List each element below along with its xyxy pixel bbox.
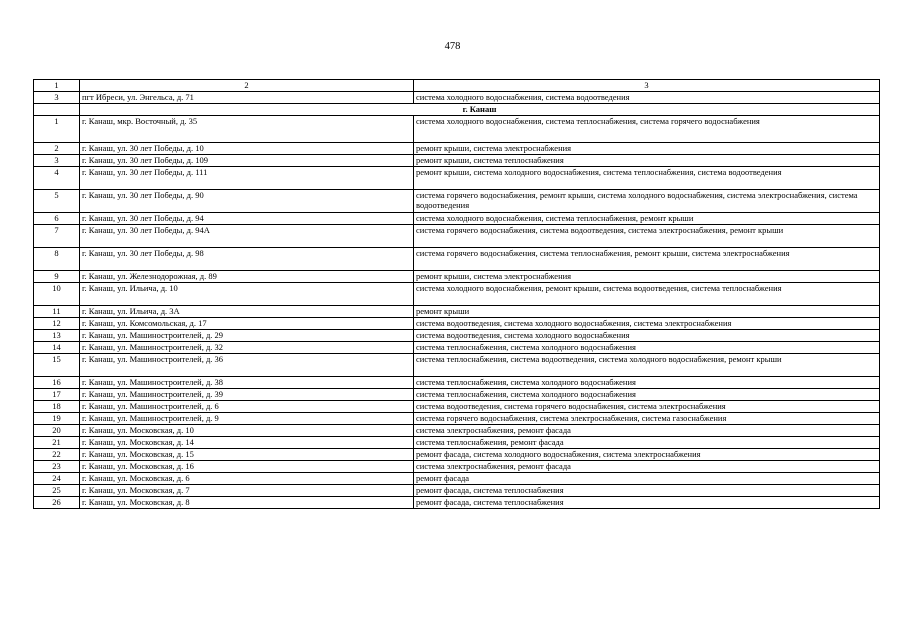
table-row: [34, 473, 880, 485]
table-row: [34, 354, 880, 377]
row-number-cell: 14: [34, 342, 80, 354]
address-cell: г. Канаш, ул. Ильича, д. 3А: [80, 306, 414, 318]
address-cell: г. Канаш, ул. Машиностроителей, д. 36: [80, 354, 414, 377]
works-cell: система холодного водоснабжения, система водоотведения: [414, 92, 880, 104]
works-cell: система водоотведения, система холодного водоснабжения: [414, 330, 880, 342]
table-row: [34, 437, 880, 449]
address-cell: г. Канаш, ул. 30 лет Победы, д. 10: [80, 143, 414, 155]
table-row: [34, 306, 880, 318]
works-cell: ремонт фасада, система теплоснабжения: [414, 497, 880, 509]
address-cell: г. Канаш, ул. Московская, д. 8: [80, 497, 414, 509]
row-number-cell: 3: [34, 92, 80, 104]
table-row: [34, 116, 880, 143]
address-cell: г. Канаш, ул. Московская, д. 7: [80, 485, 414, 497]
address-cell: г. Канаш, ул. Московская, д. 6: [80, 473, 414, 485]
table-row: [34, 92, 880, 104]
works-cell: ремонт крыши, система холодного водоснабжения, система теплоснабжения, система водоотведения: [414, 167, 880, 190]
row-number-cell: 2: [34, 143, 80, 155]
table-row: [34, 497, 880, 509]
address-cell: г. Канаш, ул. Железнодорожная, д. 89: [80, 271, 414, 283]
row-number-cell: 10: [34, 283, 80, 306]
works-cell: ремонт фасада: [414, 473, 880, 485]
row-number-cell: 9: [34, 271, 80, 283]
works-cell: система теплоснабжения, система водоотведения, система холодного водоснабжения, ремонт крыши: [414, 354, 880, 377]
works-cell: система электроснабжения, ремонт фасада: [414, 461, 880, 473]
works-cell: ремонт крыши, система электроснабжения: [414, 143, 880, 155]
address-cell: г. Канаш, ул. Машиностроителей, д. 6: [80, 401, 414, 413]
works-cell: система горячего водоснабжения, ремонт крыши, система холодного водоснабжения, система электроснабжения, система водоотведения: [414, 190, 880, 213]
address-cell: г. Канаш, ул. Комсомольская, д. 17: [80, 318, 414, 330]
table-row: [34, 413, 880, 425]
table-row: [34, 155, 880, 167]
works-cell: ремонт фасада, система теплоснабжения: [414, 485, 880, 497]
table-row: [34, 271, 880, 283]
works-cell: система горячего водоснабжения, система электроснабжения, система газоснабжения: [414, 413, 880, 425]
address-cell: г. Канаш, ул. 30 лет Победы, д. 98: [80, 248, 414, 271]
row-number-cell: 22: [34, 449, 80, 461]
works-cell: система теплоснабжения, система холодного водоснабжения: [414, 342, 880, 354]
address-cell: г. Канаш, мкр. Восточный, д. 35: [80, 116, 414, 143]
header-row: [34, 80, 880, 92]
works-cell: ремонт фасада, система холодного водоснабжения, система электроснабжения: [414, 449, 880, 461]
address-cell: пгт Ибреси, ул. Энгельса, д. 71: [80, 92, 414, 104]
row-number-cell: 16: [34, 377, 80, 389]
row-number-cell: 8: [34, 248, 80, 271]
works-cell: ремонт крыши, система теплоснабжения: [414, 155, 880, 167]
table-row: [34, 167, 880, 190]
works-cell: система горячего водоснабжения, система теплоснабжения, ремонт крыши, система электроснабжения: [414, 248, 880, 271]
works-cell: система холодного водоснабжения, система теплоснабжения, ремонт крыши: [414, 213, 880, 225]
table-row: [34, 449, 880, 461]
header-cell-2: 2: [80, 80, 414, 92]
row-number-cell: 18: [34, 401, 80, 413]
row-number-cell: 13: [34, 330, 80, 342]
works-cell: система теплоснабжения, система холодного водоснабжения: [414, 389, 880, 401]
row-number-cell: 26: [34, 497, 80, 509]
works-cell: ремонт крыши: [414, 306, 880, 318]
table-row: [34, 283, 880, 306]
works-cell: система холодного водоснабжения, система теплоснабжения, система горячего водоснабжения: [414, 116, 880, 143]
table-row: [34, 248, 880, 271]
table-row: [34, 425, 880, 437]
row-number-cell: 23: [34, 461, 80, 473]
works-cell: система теплоснабжения, система холодного водоснабжения: [414, 377, 880, 389]
row-number-cell: 25: [34, 485, 80, 497]
header-cell-3: 3: [414, 80, 880, 92]
works-cell: система теплоснабжения, ремонт фасада: [414, 437, 880, 449]
address-cell: г. Канаш, ул. 30 лет Победы, д. 90: [80, 190, 414, 213]
row-number-cell: 1: [34, 116, 80, 143]
address-cell: г. Канаш, ул. Машиностроителей, д. 39: [80, 389, 414, 401]
works-cell: система электроснабжения, ремонт фасада: [414, 425, 880, 437]
table-row: [34, 342, 880, 354]
table-row: [34, 190, 880, 213]
row-number-cell: 11: [34, 306, 80, 318]
row-number-cell: 20: [34, 425, 80, 437]
works-cell: система водоотведения, система холодного водоснабжения, система электроснабжения: [414, 318, 880, 330]
row-number-cell: 4: [34, 167, 80, 190]
row-number-cell: 3: [34, 155, 80, 167]
address-cell: г. Канаш, ул. Ильича, д. 10: [80, 283, 414, 306]
address-cell: г. Канаш, ул. 30 лет Победы, д. 94А: [80, 225, 414, 248]
row-number-cell: 21: [34, 437, 80, 449]
works-cell: система холодного водоснабжения, ремонт крыши, система водоотведения, система теплоснабжения: [414, 283, 880, 306]
row-number-cell: 12: [34, 318, 80, 330]
table-row: [34, 213, 880, 225]
row-number-cell: 5: [34, 190, 80, 213]
address-cell: г. Канаш, ул. Машиностроителей, д. 32: [80, 342, 414, 354]
table-row: [34, 377, 880, 389]
address-cell: г. Канаш, ул. Машиностроителей, д. 29: [80, 330, 414, 342]
table-row: [34, 330, 880, 342]
address-cell: г. Канаш, ул. Московская, д. 15: [80, 449, 414, 461]
address-cell: г. Канаш, ул. 30 лет Победы, д. 109: [80, 155, 414, 167]
works-cell: система горячего водоснабжения, система водоотведения, система электроснабжения, ремонт крыши: [414, 225, 880, 248]
table-row: [34, 318, 880, 330]
header-cell-1: 1: [34, 80, 80, 92]
table-row: [34, 225, 880, 248]
row-number-cell: 17: [34, 389, 80, 401]
row-number-cell: 24: [34, 473, 80, 485]
page-number: 478: [444, 41, 461, 52]
row-number-cell: 7: [34, 225, 80, 248]
city-heading: г. Канаш: [80, 104, 880, 116]
address-cell: г. Канаш, ул. 30 лет Победы, д. 94: [80, 213, 414, 225]
row-number-cell: 19: [34, 413, 80, 425]
address-cell: г. Канаш, ул. 30 лет Победы, д. 111: [80, 167, 414, 190]
address-cell: г. Канаш, ул. Московская, д. 10: [80, 425, 414, 437]
row-number-cell: 15: [34, 354, 80, 377]
address-cell: г. Канаш, ул. Московская, д. 16: [80, 461, 414, 473]
address-cell: г. Канаш, ул. Машиностроителей, д. 9: [80, 413, 414, 425]
address-cell: г. Канаш, ул. Машиностроителей, д. 38: [80, 377, 414, 389]
table-row: [34, 485, 880, 497]
works-cell: система водоотведения, система горячего водоснабжения, система электроснабжения: [414, 401, 880, 413]
row-number-cell: 6: [34, 213, 80, 225]
city-heading-row: [34, 104, 880, 116]
city-heading-blank-cell: [34, 104, 80, 116]
address-cell: г. Канаш, ул. Московская, д. 14: [80, 437, 414, 449]
register-table: [33, 79, 880, 509]
table-row: [34, 461, 880, 473]
table-row: [34, 401, 880, 413]
table-row: [34, 143, 880, 155]
table-row: [34, 389, 880, 401]
works-cell: ремонт крыши, система электроснабжения: [414, 271, 880, 283]
